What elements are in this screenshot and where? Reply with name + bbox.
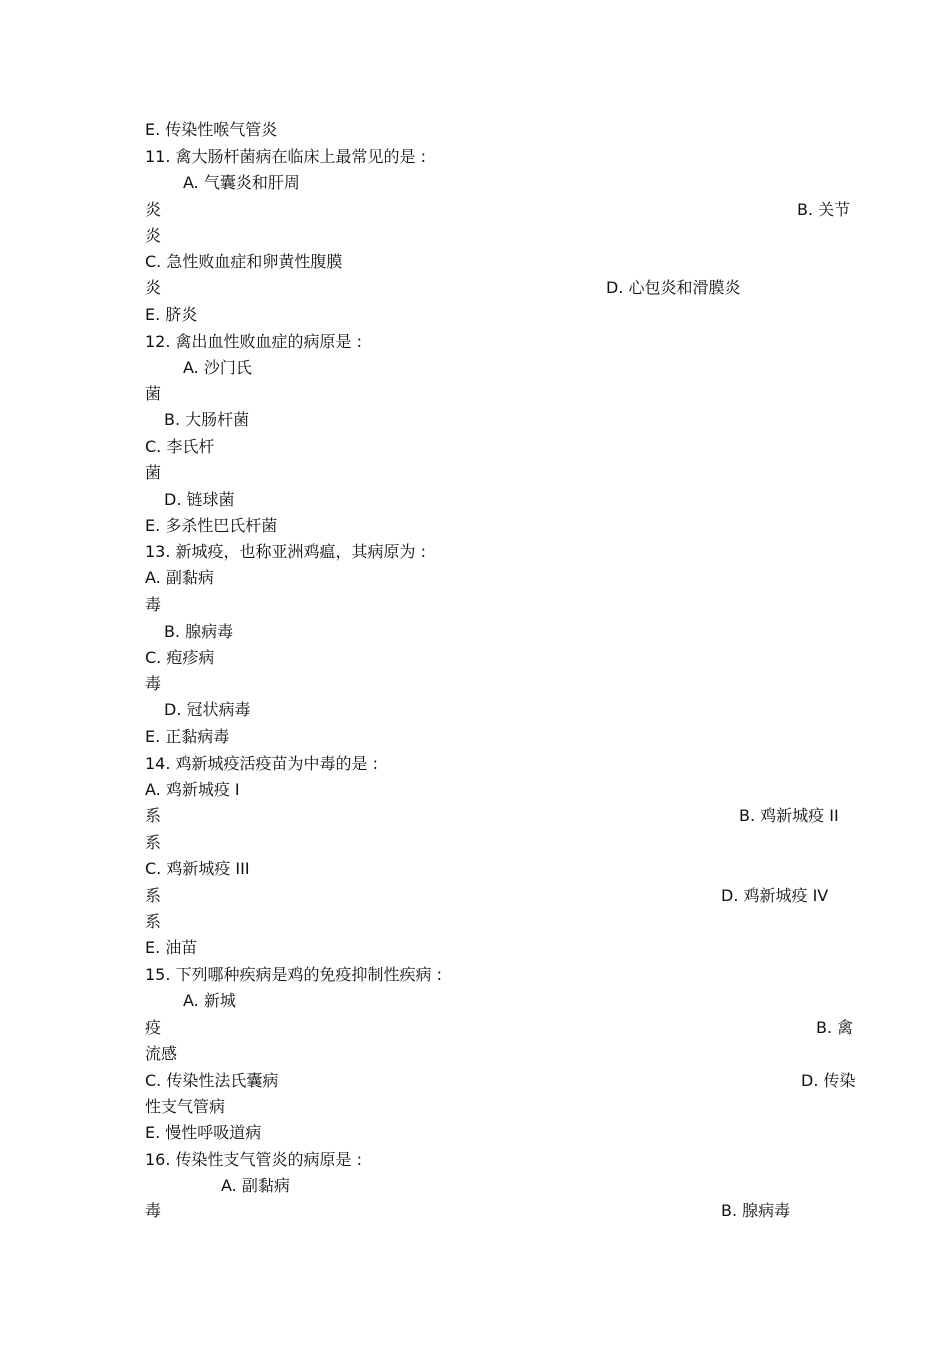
q12-option-b: B. 大肠杆菌 <box>164 410 250 429</box>
q16-option-a: A. 副黏病 <box>221 1176 290 1195</box>
q14-option-b: B. 鸡新城疫 II <box>739 806 839 825</box>
q11-question-stem: 11. 禽大肠杆菌病在临床上最常见的是 : <box>145 147 427 166</box>
q11-option-e: E. 脐炎 <box>145 305 198 324</box>
q11-option-c: C. 急性败血症和卵黄性腹膜 <box>145 252 343 271</box>
q15-option-c: C. 传染性法氏囊病 <box>145 1071 279 1090</box>
q12-option-d: D. 链球菌 <box>164 490 235 509</box>
q15-option-d: D. 传染 <box>801 1071 856 1090</box>
q12-option-a: A. 沙门氏 <box>183 358 252 377</box>
q11-option-b: B. 关节 <box>797 200 851 219</box>
q14-option-a-wrap: 系 <box>145 806 162 825</box>
q14-option-c-wrap: 系 <box>145 886 162 905</box>
q13-question-stem: 13. 新城疫，也称亚洲鸡瘟，其病原为 : <box>145 542 427 561</box>
q14-option-a: A. 鸡新城疫 I <box>145 780 240 799</box>
q13-option-a: A. 副黏病 <box>145 568 214 587</box>
q16-question-stem: 16. 传染性支气管炎的病原是 : <box>145 1150 363 1169</box>
q10-option-e: E. 传染性喉气管炎 <box>145 120 278 139</box>
q13-option-d: D. 冠状病毒 <box>164 700 251 719</box>
q16-option-b: B. 腺病毒 <box>721 1201 791 1220</box>
q13-option-e: E. 正黏病毒 <box>145 727 230 746</box>
q11-option-c-wrap: 炎 <box>145 278 162 297</box>
q12-option-c: C. 李氏杆 <box>145 437 215 456</box>
q14-option-e: E. 油苗 <box>145 938 198 957</box>
q13-option-a-wrap: 毒 <box>145 595 162 614</box>
q14-question-stem: 14. 鸡新城疫活疫苗为中毒的是 : <box>145 754 379 773</box>
q11-option-a: A. 气囊炎和肝周 <box>183 173 300 192</box>
q11-option-a-wrap: 炎 <box>145 200 162 219</box>
q15-question-stem: 15. 下列哪种疾病是鸡的免疫抑制性疾病 : <box>145 965 443 984</box>
q13-option-b: B. 腺病毒 <box>164 622 234 641</box>
q15-option-d-wrap: 性支气管病 <box>145 1097 226 1116</box>
q15-option-a-wrap: 疫 <box>145 1018 162 1037</box>
q12-option-c-wrap: 菌 <box>145 463 162 482</box>
q13-option-c: C. 疱疹病 <box>145 648 215 667</box>
q13-option-c-wrap: 毒 <box>145 674 162 693</box>
q14-option-d: D. 鸡新城疫 IV <box>721 886 829 905</box>
q14-option-b-wrap: 系 <box>145 833 162 852</box>
q12-option-a-wrap: 菌 <box>145 384 162 403</box>
q15-option-e: E. 慢性呼吸道病 <box>145 1123 262 1142</box>
q16-option-a-wrap: 毒 <box>145 1201 162 1220</box>
q11-option-b-wrap: 炎 <box>145 226 162 245</box>
q14-option-d-wrap: 系 <box>145 912 162 931</box>
q15-option-a: A. 新城 <box>183 991 236 1010</box>
q14-option-c: C. 鸡新城疫 III <box>145 859 250 878</box>
q12-question-stem: 12. 禽出血性败血症的病原是 : <box>145 332 363 351</box>
q11-option-d: D. 心包炎和滑膜炎 <box>606 278 741 297</box>
q12-option-e: E. 多杀性巴氏杆菌 <box>145 516 278 535</box>
q15-option-b: B. 禽 <box>816 1018 854 1037</box>
q15-option-b-wrap: 流感 <box>145 1044 178 1063</box>
